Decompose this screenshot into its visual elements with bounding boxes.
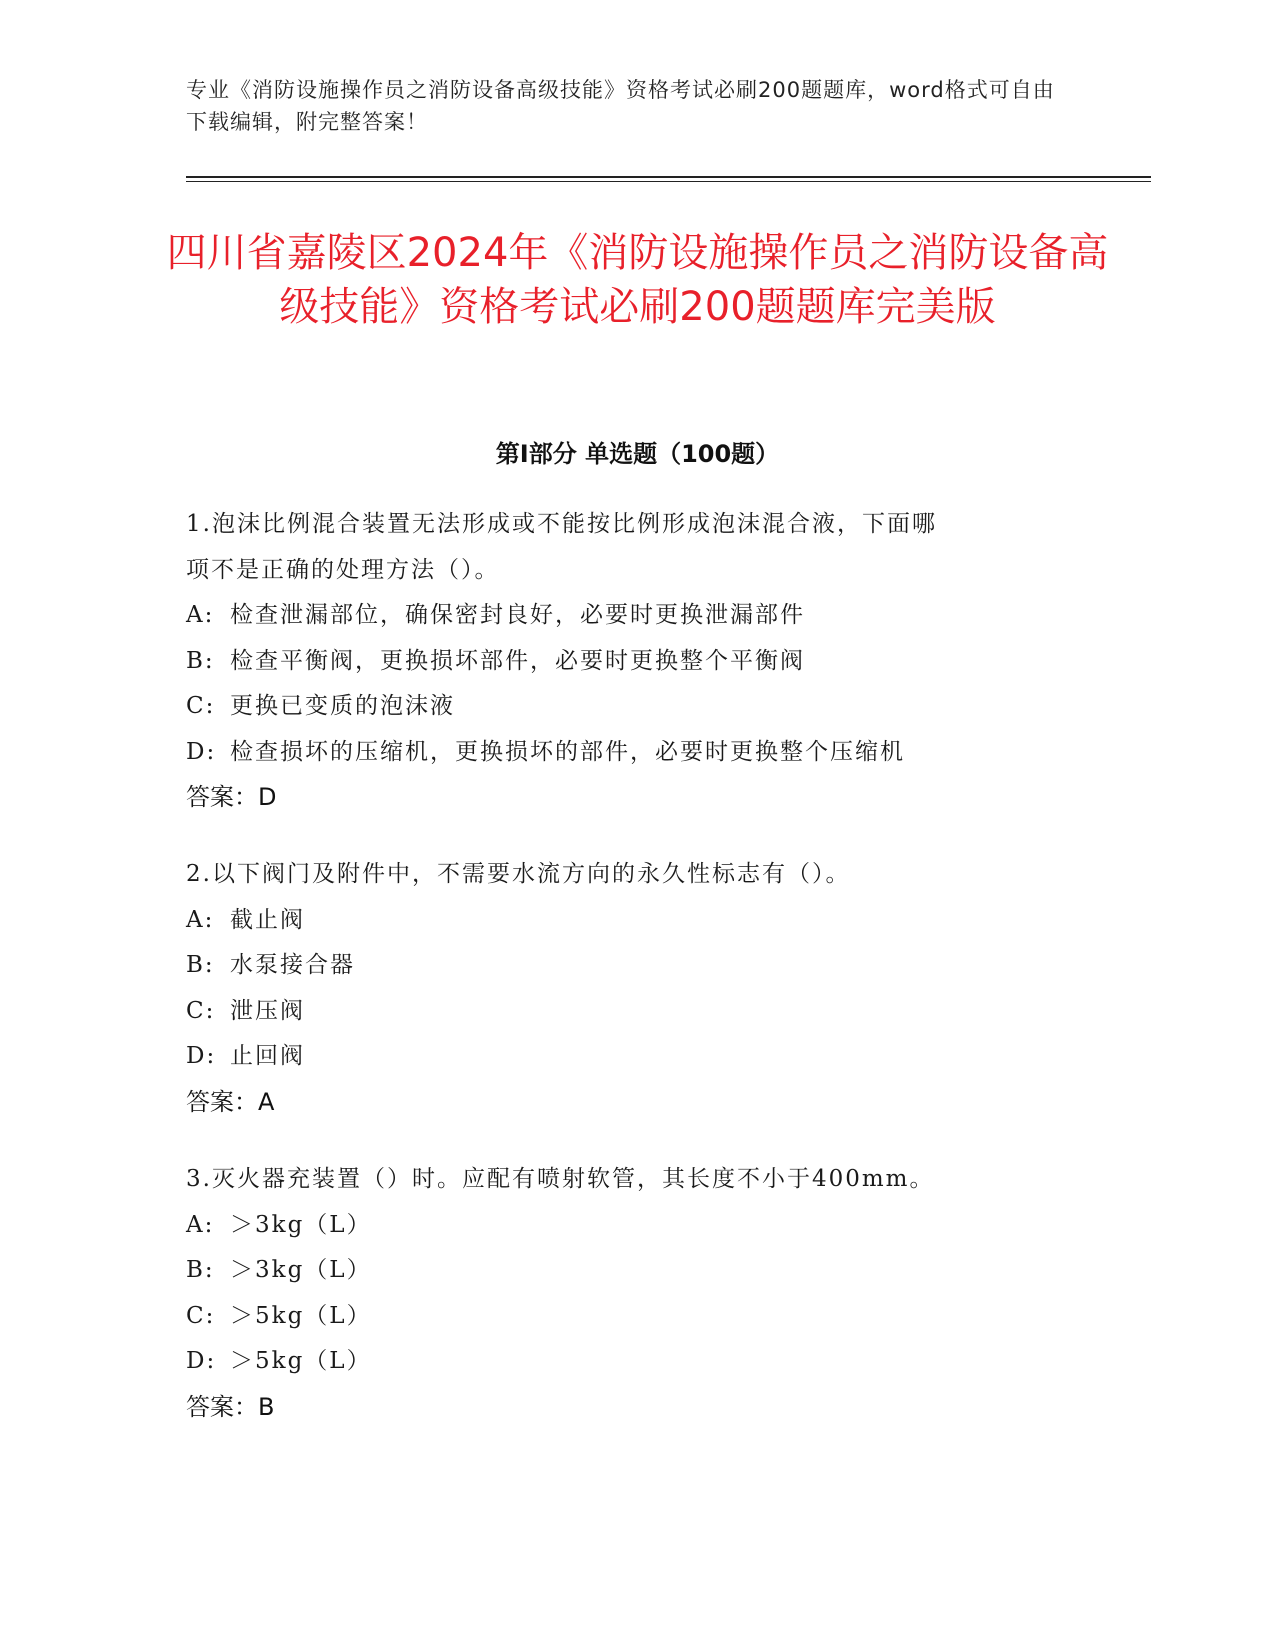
option-text: 止回阀 <box>230 1043 305 1069</box>
answer-line: 答案：B <box>186 1392 275 1421</box>
option-label: B: <box>186 952 215 978</box>
option-c <box>186 1294 1066 1340</box>
option-label: D: <box>186 738 217 765</box>
header-rule-thin <box>186 181 1151 182</box>
answer-line: 答案：D <box>186 783 277 811</box>
option-label: C: <box>186 693 216 719</box>
option-a <box>186 898 1066 944</box>
option-d <box>186 1339 1066 1385</box>
section-heading: 第Ⅰ部分 单选题（100题） <box>495 440 780 468</box>
option-text: 检查泄漏部位，确保密封良好，必要时更换泄漏部件 <box>230 602 805 628</box>
option-text: 截止阀 <box>230 906 305 933</box>
option-a <box>186 1203 1066 1249</box>
option-text: 泄压阀 <box>230 997 305 1024</box>
option-text: ＞3kg（L） <box>230 1257 372 1283</box>
option-text: ＞5kg（L） <box>230 1302 372 1329</box>
answer-line: 答案：A <box>186 1087 275 1116</box>
option-label: A: <box>186 602 215 628</box>
question-2 <box>186 852 1066 1125</box>
option-text: 检查平衡阀，更换损坏部件，必要时更换整个平衡阀 <box>230 647 805 674</box>
option-label: A: <box>186 906 215 933</box>
option-d <box>186 730 1066 776</box>
option-text: ＞5kg（L） <box>230 1348 372 1374</box>
option-text: 水泵接合器 <box>230 952 355 978</box>
option-b <box>186 1248 1066 1294</box>
option-label: B: <box>186 1257 215 1283</box>
question-3 <box>186 1157 1066 1430</box>
option-label: A: <box>186 1211 215 1238</box>
header-rule-thick <box>186 176 1151 178</box>
question-1 <box>186 502 1066 821</box>
option-label: B: <box>186 647 215 674</box>
option-label: D: <box>186 1348 217 1374</box>
question-stem-line: 项不是正确的处理方法（）。 <box>186 556 500 583</box>
option-label: C: <box>186 997 216 1024</box>
option-text: 检查损坏的压缩机，更换损坏的部件，必要时更换整个压缩机 <box>230 738 905 765</box>
option-text: ＞3kg（L） <box>230 1211 372 1238</box>
option-a <box>186 593 1066 639</box>
option-label: C: <box>186 1302 216 1329</box>
option-b <box>186 639 1066 685</box>
option-c <box>186 684 1066 730</box>
option-c <box>186 989 1066 1035</box>
option-b <box>186 943 1066 989</box>
document-title: 四川省嘉陵区2024年《消防设施操作员之消防设备高级技能》资格考试必刷200题题库完美版 <box>166 230 1109 330</box>
question-stem-line: 2.以下阀门及附件中，不需要水流方向的永久性标志有（）。 <box>186 861 851 887</box>
option-label: D: <box>186 1043 217 1069</box>
question-stem-line: 1.泡沫比例混合装置无法形成或不能按比例形成泡沫混合液，下面哪 <box>186 511 937 537</box>
question-stem-line: 3.灭火器充装置（）时。应配有喷射软管，其长度不小于400mm。 <box>186 1166 935 1192</box>
header-note: 专业《消防设施操作员之消防设备高级技能》资格考试必刷200题题库，word格式可自由下载编辑，附完整答案！ <box>186 78 1055 134</box>
option-d <box>186 1034 1066 1080</box>
option-text: 更换已变质的泡沫液 <box>230 693 455 719</box>
